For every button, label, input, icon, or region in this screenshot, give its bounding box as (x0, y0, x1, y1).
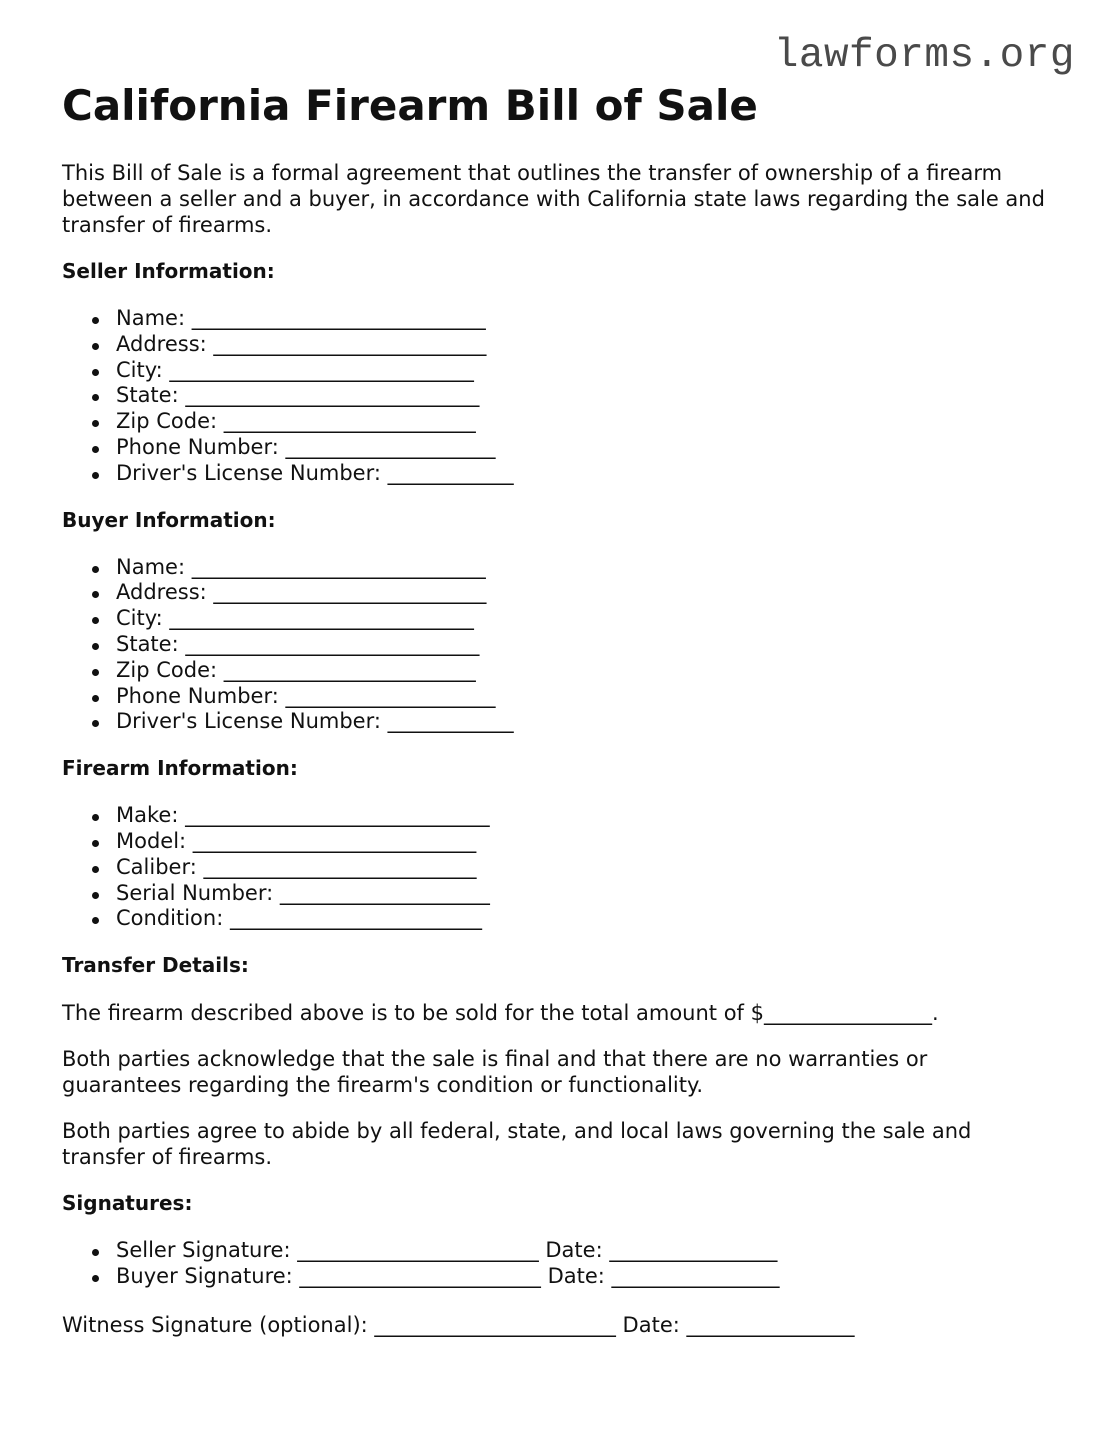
firearm-serial-field[interactable]: Serial Number: ____________________ (116, 881, 1052, 907)
intro-paragraph: This Bill of Sale is a formal agreement that outlines the transfer of ownership of a firearm between a seller and a buyer, in accordance with California state laws regarding the sale and transfer of firearms. (62, 161, 1045, 237)
seller-field-list (62, 306, 1052, 487)
signatures-heading: Signatures: (62, 1191, 193, 1216)
seller-signature-line[interactable]: Seller Signature: _______________________ Date: ________________ (116, 1238, 1052, 1264)
final-sale-paragraph: Both parties acknowledge that the sale is final and that there are no warranties or guarantees regarding the firearm's condition or functionality. (62, 1047, 928, 1098)
seller-license-field[interactable]: Driver's License Number: ____________ (116, 461, 1052, 487)
buyer-address-field[interactable]: Address: __________________________ (116, 580, 1052, 606)
buyer-license-field[interactable]: Driver's License Number: ____________ (116, 709, 1052, 735)
firearm-condition-field[interactable]: Condition: ________________________ (116, 906, 1052, 932)
buyer-state-field[interactable]: State: ____________________________ (116, 632, 1052, 658)
firearm-caliber-field[interactable]: Caliber: __________________________ (116, 855, 1052, 881)
seller-zip-field[interactable]: Zip Code: ________________________ (116, 409, 1052, 435)
document-page (62, 80, 1052, 1338)
transfer-heading: Transfer Details: (62, 953, 249, 978)
buyer-signature-line[interactable]: Buyer Signature: _______________________ Date: ________________ (116, 1264, 1052, 1290)
buyer-phone-field[interactable]: Phone Number: ____________________ (116, 684, 1052, 710)
seller-heading: Seller Information: (62, 259, 275, 283)
seller-state-field[interactable]: State: ____________________________ (116, 383, 1052, 409)
firearm-make-field[interactable]: Make: _____________________________ (116, 803, 1052, 829)
firearm-heading: Firearm Information: (62, 756, 298, 781)
page-title: California Firearm Bill of Sale (62, 81, 758, 130)
firearm-field-list (62, 803, 1052, 932)
laws-paragraph: Both parties agree to abide by all federal, state, and local laws governing the sale and transfer of firearms. (62, 1119, 972, 1170)
sale-amount-line[interactable]: The firearm described above is to be sold for the total amount of $________________. (62, 1001, 939, 1026)
buyer-zip-field[interactable]: Zip Code: ________________________ (116, 658, 1052, 684)
signature-list (62, 1238, 1052, 1290)
buyer-name-field[interactable]: Name: ____________________________ (116, 555, 1052, 581)
buyer-city-field[interactable]: City: _____________________________ (116, 606, 1052, 632)
buyer-heading: Buyer Information: (62, 507, 276, 532)
witness-signature-line[interactable]: Witness Signature (optional): _______________________ Date: ________________ (62, 1312, 855, 1337)
buyer-field-list (62, 555, 1052, 736)
seller-city-field[interactable]: City: _____________________________ (116, 358, 1052, 384)
seller-phone-field[interactable]: Phone Number: ____________________ (116, 435, 1052, 461)
seller-address-field[interactable]: Address: __________________________ (116, 332, 1052, 358)
watermark-logo: lawforms.org (773, 33, 1075, 79)
seller-name-field[interactable]: Name: ____________________________ (116, 306, 1052, 332)
firearm-model-field[interactable]: Model: ___________________________ (116, 829, 1052, 855)
